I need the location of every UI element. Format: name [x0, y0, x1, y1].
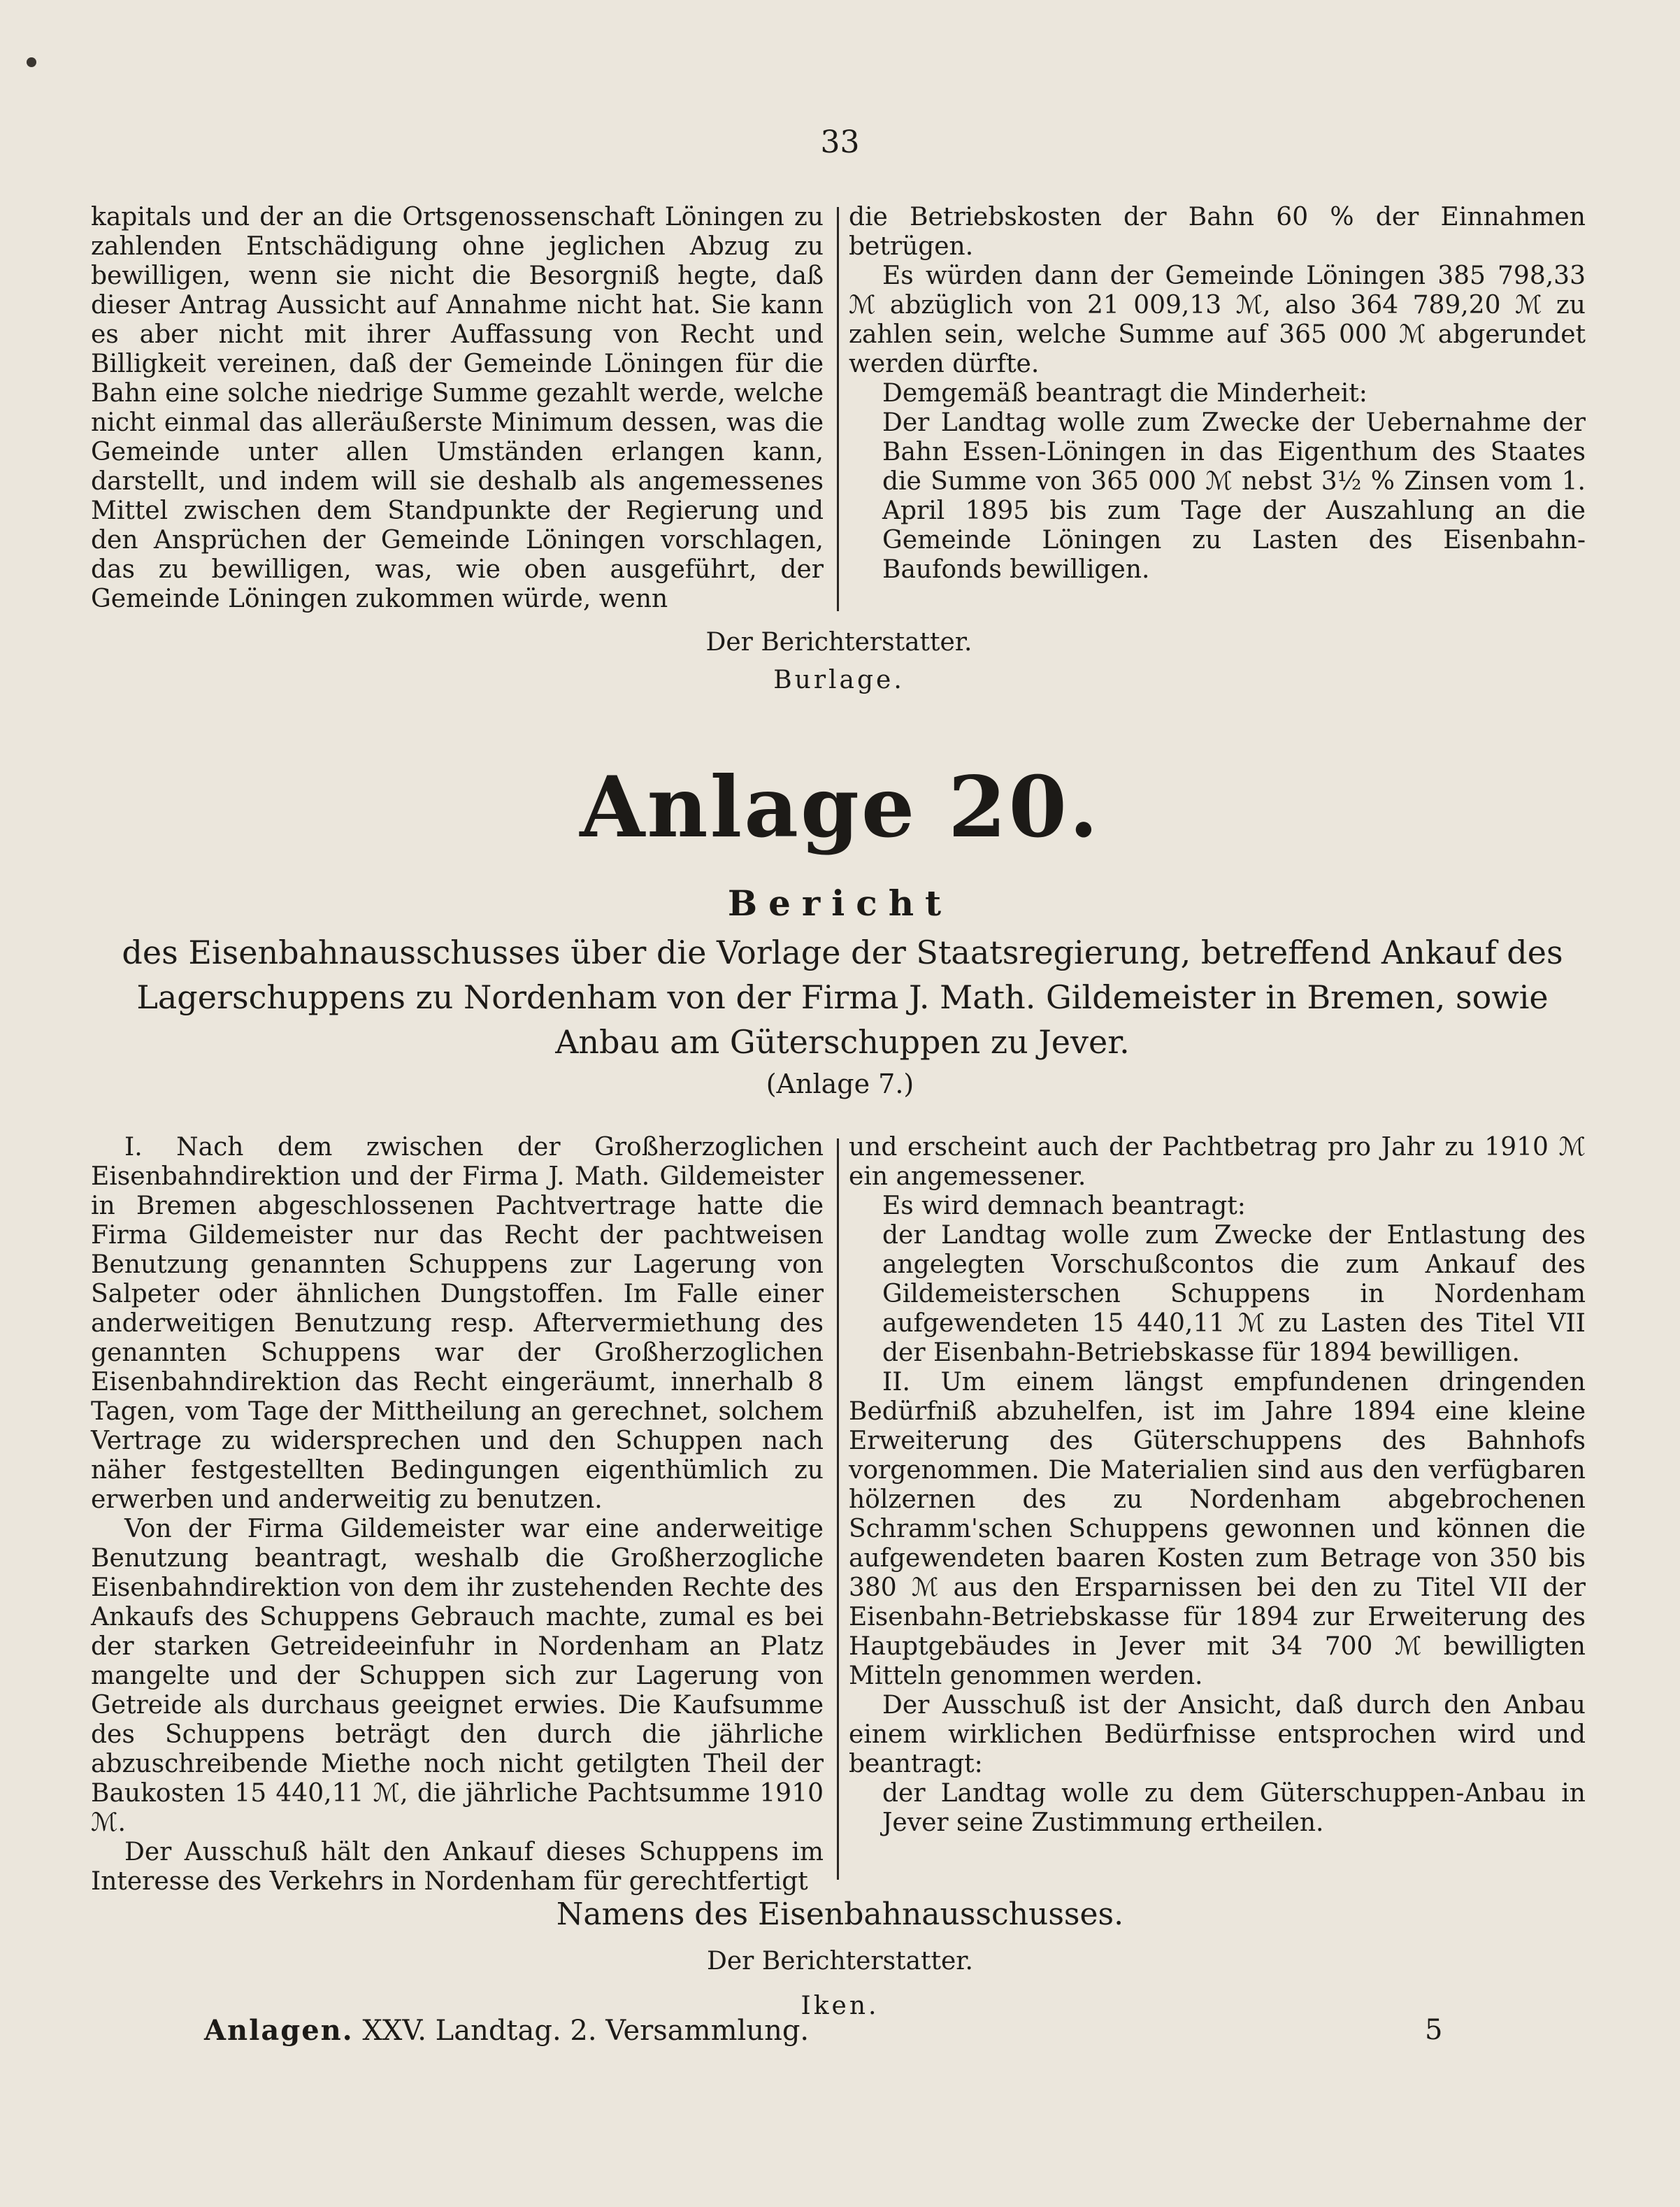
paragraph: Von der Firma Gildemeister war eine anderweitige Benutzung beantragt, weshalb die Großherzogliche Eisenbahndirektion von dem ihr zustehenden Rechte des Ankaufs des Schuppens Gebrauch machte, zumal es bei der starken Getreideeinfuhr in Nordenham an Platz mangelte und der Schuppen sich zur Lagerung von Getreide als durchaus geeignet erwies. Die Kaufsumme des Schuppens beträgt den durch die jährliche abzuschreibende Miethe noch nicht getilgten Theil der Baukosten 15 440,11 ℳ, die jährliche Pachtsumme 1910 ℳ.: [91, 1515, 824, 1837]
ink-speck: [27, 57, 36, 67]
column-divider: [837, 207, 839, 611]
paragraph: Der Ausschuß hält den Ankauf dieses Schuppens im Interesse des Verkehrs in Nordenham für gerechtfertigt: [91, 1838, 824, 1896]
footer-sheet-number: 5: [1425, 2014, 1443, 2046]
annex-heading: Anlage 20.: [580, 758, 1100, 857]
paragraph: Es wird demnach beantragt:: [882, 1192, 1246, 1220]
report-subject: des Eisenbahnausschusses über die Vorlage der Staatsregierung, betreffend Ankauf des Lagerschuppens zu Nordenham von der Firma J. Math. Gildemeister in Bremen, sowie Anbau am Güterschuppen zu Jever.: [122, 934, 1563, 1061]
paragraph: kapitals und der an die Ortsgenossenschaft Löningen zu zahlenden Entschädigung ohne jeglichen Abzug zu bewilligen, wenn sie nicht die Besorgniß hegte, daß dieser Antrag Aussicht auf Annahme nicht hat. Sie kann es aber nicht mit ihrer Auffassung von Recht und Billigkeit vereinen, daß der Gemeinde Löningen für die Bahn eine solche niedrige Summe gezahlt werde, welche nicht einmal das alleräußerste Minimum dessen, was die Gemeinde unter allen Umständen erlangen kann, darstellt, und indem will sie deshalb als angemessenes Mittel zwischen dem Standpunkte der Regierung und den Ansprüchen der Gemeinde Löningen vorschlagen, das zu bewilligen, was, wie oben ausgeführt, der Gemeinde Löningen zukommen würde, wenn: [91, 203, 824, 613]
signature-role: Der Berichterstatter.: [705, 628, 972, 657]
motion-text: Der Landtag wolle zum Zwecke der Uebernahme der Bahn Essen-Löningen in das Eigenthum des Staates die Summe von 365 000 ℳ nebst 3½ % Zinsen vom 1. April 1895 bis zum Tage der Auszahlung an die Gemeinde Löningen zu Lasten des Eisenbahn-Baufonds bewilligen.: [882, 408, 1586, 584]
motion-text: der Landtag wolle zum Zwecke der Entlastung des angelegten Vorschußcontos die zum Ankauf des Gildemeisterschen Schuppens in Nordenham aufgewendeten 15 440,11 ℳ zu Lasten des Titel VII der Eisenbahn-Betriebskasse für 1894 bewilligen.: [882, 1221, 1586, 1367]
closing-committee: Namens des Eisenbahnausschusses.: [556, 1897, 1124, 1932]
paragraph: II. Um einem längst empfundenen dringenden Bedürfniß abzuhelfen, ist im Jahre 1894 eine kleine Erweiterung des Güterschuppens des Bahnhofs vorgenommen. Die Materialien sind aus den verfügbaren hölzernen des zu Nordenham abgebrochenen Schramm'schen Schuppens gewonnen und können die aufgewendeten baaren Kosten zum Betrage von 350 bis 380 ℳ aus den Ersparnissen bei den zu Titel VII der Eisenbahn-Betriebskasse für 1894 zur Erweiterung des Hauptgebäudes in Jever mit 34 700 ℳ bewilligten Mitteln genommen werden.: [849, 1368, 1586, 1690]
paragraph: und erscheint auch der Pachtbetrag pro Jahr zu 1910 ℳ ein angemessener.: [849, 1133, 1586, 1191]
report-subheading: Bericht: [727, 883, 953, 924]
paragraph: Der Ausschuß ist der Ansicht, daß durch den Anbau einem wirklichen Bedürfnisse entsprochen wird und beantragt:: [849, 1691, 1586, 1778]
signature-name: Burlage.: [773, 666, 905, 694]
annex-reference: (Anlage 7.): [766, 1069, 914, 1099]
motion-text: der Landtag wolle zu dem Güterschuppen-Anbau in Jever seine Zustimmung ertheilen.: [882, 1779, 1586, 1837]
page-number: 33: [820, 124, 860, 160]
paragraph: Demgemäß beantragt die Minderheit:: [882, 379, 1367, 408]
paragraph: Es würden dann der Gemeinde Löningen 385 798,33 ℳ abzüglich von 21 009,13 ℳ, also 364 789,20 ℳ zu zahlen sein, welche Summe auf 365 000 ℳ abgerundet werden dürfte.: [849, 262, 1586, 378]
footer-label: Anlagen.: [204, 2014, 354, 2047]
footer-text: XXV. Landtag. 2. Versammlung.: [362, 2015, 810, 2047]
closing-name: Iken.: [800, 1992, 880, 2020]
paragraph: I. Nach dem zwischen der Großherzoglichen Eisenbahndirektion und der Firma J. Math. Gildemeister in Bremen abgeschlossenen Pachtvertrage hatte die Firma Gildemeister nur das Recht der pachtweisen Benutzung genannten Schuppens zur Lagerung von Salpeter oder ähnlichen Dungstoffen. Im Falle einer anderweitigen Benutzung resp. Aftervermiethung des genannten Schuppens war der Großherzoglichen Eisenbahndirektion das Recht eingeräumt, innerhalb 8 Tagen, vom Tage der Mittheilung an gerechnet, solchem Vertrage zu widersprechen und den Schuppen nach näher festgestellten Bedingungen eigenthümlich zu erwerben und anderweitig zu benutzen.: [91, 1133, 824, 1514]
right-column-bottom: [849, 1133, 1586, 1838]
left-column-bottom: [91, 1133, 824, 1897]
right-column-top: [849, 203, 1586, 585]
paragraph: die Betriebskosten der Bahn 60 % der Einnahmen betrügen.: [849, 203, 1586, 261]
column-divider: [837, 1138, 839, 1880]
footer-left: [204, 2014, 809, 2047]
closing-role: Der Berichterstatter.: [707, 1947, 973, 1976]
left-column-top: [91, 203, 824, 614]
